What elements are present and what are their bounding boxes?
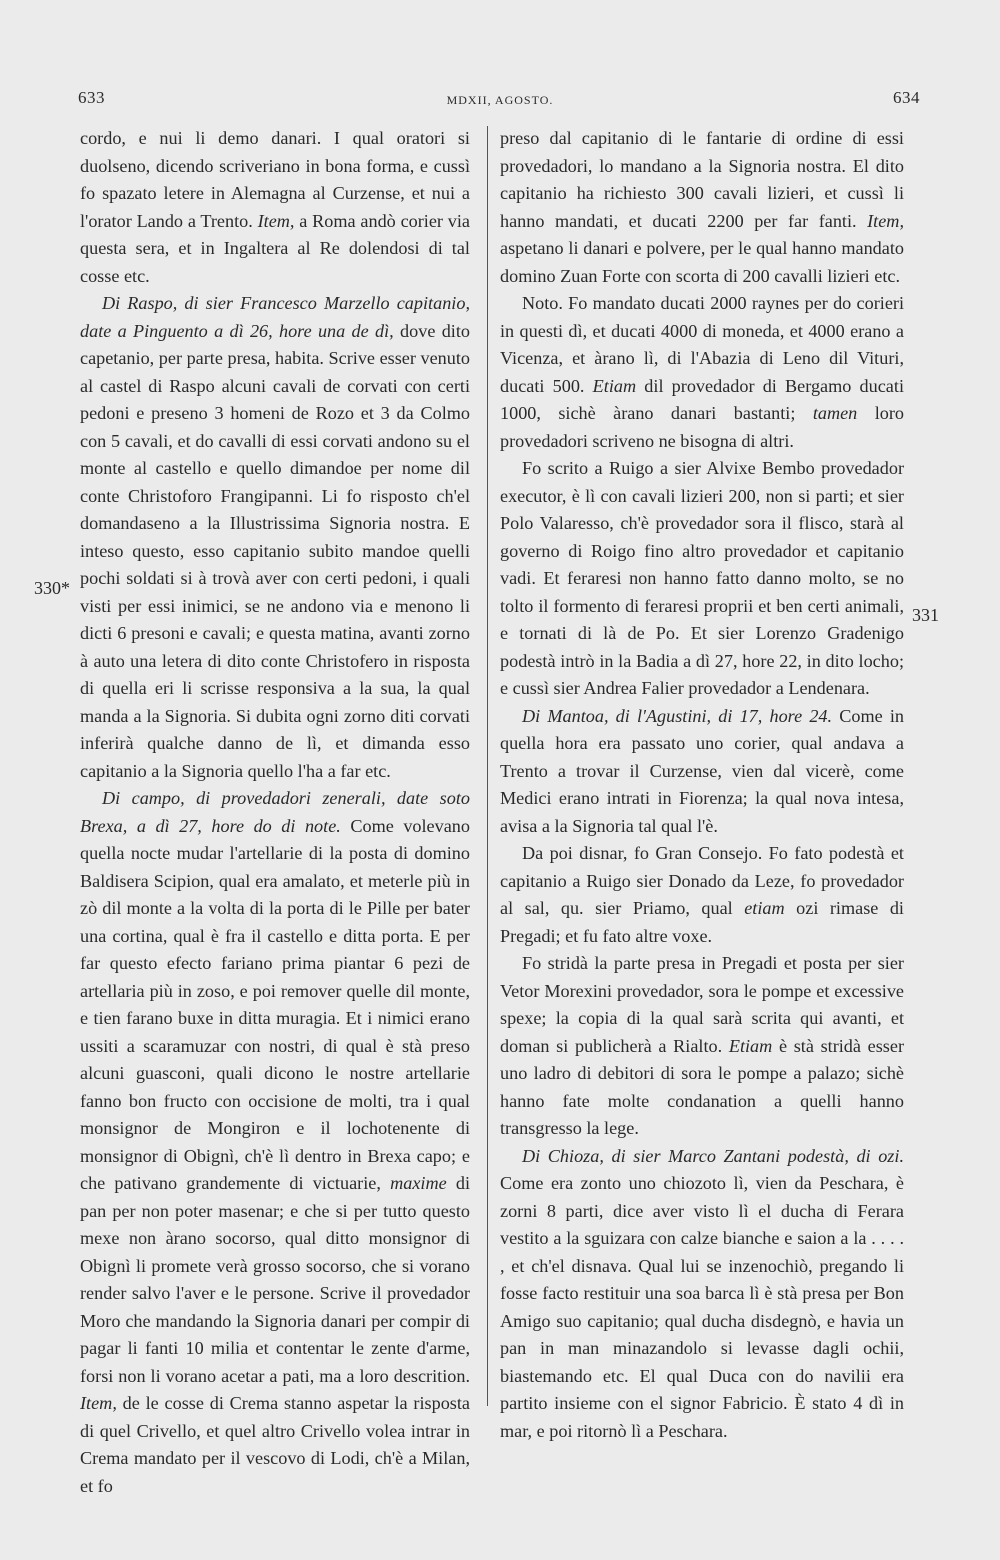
italic-term: Item,	[80, 1393, 117, 1413]
italic-term: tamen	[812, 403, 858, 423]
paragraph-text: preso dal capitanio di le fantarie di ordine di essi provedadori, lo mandano a la Signoria nostra. El dito capitanio ha richiesto 300 cavali lizieri, et cussì li hanno mandati, et ducati 2200 per far fanti.	[500, 128, 904, 231]
paragraph-text: dove dito capetanio, per parte presa, habita. Scrive esser venuto al castel di Raspo alcuni cavali de corvati con certi pedoni e preseno 3 homeni de Rozo et 3 da Colmo con 5 cavali, et do cavalli di essi corvati andono su el monte al castello e quello dimandoe per nome dil conte Christoforo Frangipanni. Li fo risposto ch'el domandaseno a la Illustrissima Signoria nostra. E inteso questo, esso capitanio subito mandoe quelli pochi soldati si à trovà aver con certi pedoni, i quali visti per essi inimici, se ne andono via e menono li dicti 6 presoni e cavali; e questa matina, avanti zorno à auto una letera di dito conte Christofero in risposta di quella eri li scrisse responsiva a la sua, la qual manda a la Signoria. Si dubita ogni zorno diti corvati inferirà qualche danno de lì, et dimanda esso capitanio a la Signoria quello l'ha a far etc.	[80, 320, 470, 781]
paragraph-text: cordo, e nui li demo danari. I qual oratori si duolseno, dicendo scriveriano in bona forma, e cussì fo spazato letere in Alemagna al Curzense, et nui a l'orator Lando a Trento.	[80, 128, 470, 231]
paragraph-text: de le cosse di Crema stanno aspetar la risposta di quel Crivello, et quel altro Crivello volea intrar in Crema mandato per il vescovo di Lodi, ch'è a Milan, et fo	[80, 1393, 471, 1496]
paragraph	[80, 290, 470, 785]
paragraph-text: Come era zonto uno chiozoto lì, vien da Peschara, è zorni 8 parti, dice aver visto lì el ducha di Ferara vestito a la sguizara con calze bianche e saion a la . . . . , et ch'el disnava. Qual lui se inzenochiò, pregando li fosse facto restituir una soa barca lì è stà presa per Bon Amigo suo capitanio; qual ducha disdegnò, e havia un pan in man minazandolo si levasse dagli ochii, biastemando etc. El qual Duca con do navilii era partito insieme con el signor Fabricio. È stato 4 dì in mar, e poi ritornò lì a Peschara.	[500, 1173, 904, 1441]
italic-term: Item,	[867, 210, 904, 231]
paragraph-text: dil provedador di Bergamo ducati 1000, sichè àrano danari bastanti;	[500, 375, 904, 423]
letter-heading: Di Chioza, di sier Marco Zantani podestà, di ozi.	[522, 1145, 904, 1166]
paragraph-text: Come in quella hora era passato uno corier, qual andava a Trento a trovar il Curzense, vien dal vicerè, come Medici erano intrati in Fiorenza; la qual nova intesa, avisa a la Signoria tal qual l'è.	[500, 705, 904, 836]
paragraph-text: Come volevano quella nocte mudar l'artellarie di la posta di domino Baldisera Scipion, qual era amalato, et meterle più in zò dil monte a la volta di la porta di le Pille per bater una cortina, qual è fra il castello e ditta porta. E per far questo efecto fariano prima piantar 6 pezi de artellaria più in zoso, e poi remover quelle dil monte, e tien farano buxe in ditta muragia. Et i nimici erano ussiti a scaramuzar con nostri, di qual è stà preso alcuni guasconi, quali dicono le nostre artellarie fanno bon fructo con occisione de molti, tra i qual monsignor de Mongiron e il lochotenente di monsignor di Obignì, ch'è lì dentro in Brexa capo; e che pativano grandemente di victuarie,	[80, 815, 470, 1193]
paragraph-text: Fo stridà la parte presa in Pregadi et posta per sier Vetor Morexini provedador, sora le pompe et excessive spexe; la copia di la qual sarà scrita qui avanti, et doman si publicherà a Rialto.	[500, 953, 904, 1056]
italic-term: Etiam	[728, 1035, 773, 1056]
paragraph	[80, 125, 470, 290]
paragraph-text: di pan per non poter masenar; e che si per tutto questo mexe non àrano socorso, qual ditto monsignor di Obignì li promete verà grosso socorso, che si vorano render salvo l'aver e le persone. Scrive il provedador Moro che mandando la Signoria danari per compir di pagar li fanti 10 milia et contentar le zente d'arme, forsi non li vorano acetar a pati, ma a loro descrition.	[80, 1173, 471, 1386]
italic-term: Item,	[257, 210, 295, 231]
paragraph	[500, 950, 904, 1143]
letter-heading: Di Mantoa, di l'Agustini, di 17, hore 24.	[522, 705, 833, 726]
italic-term: Etiam	[592, 375, 637, 396]
page-number-right: 634	[893, 88, 920, 107]
paragraph	[500, 455, 904, 703]
margin-number-right: 331	[912, 605, 939, 625]
paragraph	[500, 1143, 904, 1446]
paragraph	[500, 290, 904, 455]
running-head: MDXII, AGOSTO.	[446, 93, 554, 107]
page-number-left: 633	[78, 88, 105, 107]
right-column	[500, 125, 904, 1445]
paragraph-text: ozi rimase di Pregadi; et fu fato altre voxe.	[500, 898, 904, 946]
paragraph-text: Da poi disnar, fo Gran Consejo. Fo fato podestà et capitanio a Ruigo sier Donado da Leze, fo provedador al sal, qu. sier Priamo, qual	[500, 843, 904, 918]
letter-heading: Di campo, di provedadori zenerali, date soto Brexa, a dì 27, hore do di note.	[80, 788, 470, 836]
paragraph-text: Noto. Fo mandato ducati 2000 raynes per do corieri in questi dì, et ducati 4000 di moneda, et 4000 erano a Vicenza, et àrano lì, di l'Abazia di Leno dil Vituri, ducati 500.	[500, 293, 904, 396]
paragraph-text: a Roma andò corier via questa sera, et in Ingaltera al Re dolendosi di tal cosse etc.	[80, 210, 471, 286]
letter-heading: Di Raspo, di sier Francesco Marzello capitanio, date a Pinguento a dì 26, hore una de dì,	[80, 293, 470, 341]
paragraph	[500, 703, 904, 841]
paragraph-text: Fo scrito a Ruigo a sier Alvixe Bembo provedador executor, è lì con cavali lizieri 200, non si parti; et sier Polo Valaresso, ch'è provedador sora il flisco, starà al governo di Roigo fino altro provedador et capitanio vadi. Et feraresi non hanno fatto danno molto, se no tolto il formento di feraresi proprii et ben certi animali, e tornati di là de Po. Et sier Lorenzo Gradenigo podestà intrò in la Badia a dì 27, hore 22, in dito locho; e cussì sier Andrea Falier provedador a Lendenara.	[500, 458, 904, 698]
paragraph-text: è stà stridà esser uno ladro di debitori di sora le pompe a palazo; sichè hanno fate molte condanation a quelli hanno transgresso la lege.	[500, 1035, 905, 1138]
paragraph	[500, 840, 904, 950]
column-divider	[487, 126, 488, 1406]
margin-number-left: 330*	[34, 578, 70, 598]
italic-term: etiam	[744, 898, 785, 918]
paragraph-text: loro provedadori scriveno ne bisogna di altri.	[500, 403, 905, 451]
italic-term: maxime	[390, 1173, 447, 1193]
paragraph	[80, 785, 470, 1500]
left-column	[80, 125, 470, 1500]
paragraph-text: aspetano li danari e polvere, per le qual hanno mandato domino Zuan Forte con scorta di 200 cavalli lizieri etc.	[500, 238, 904, 286]
paragraph	[500, 125, 904, 290]
